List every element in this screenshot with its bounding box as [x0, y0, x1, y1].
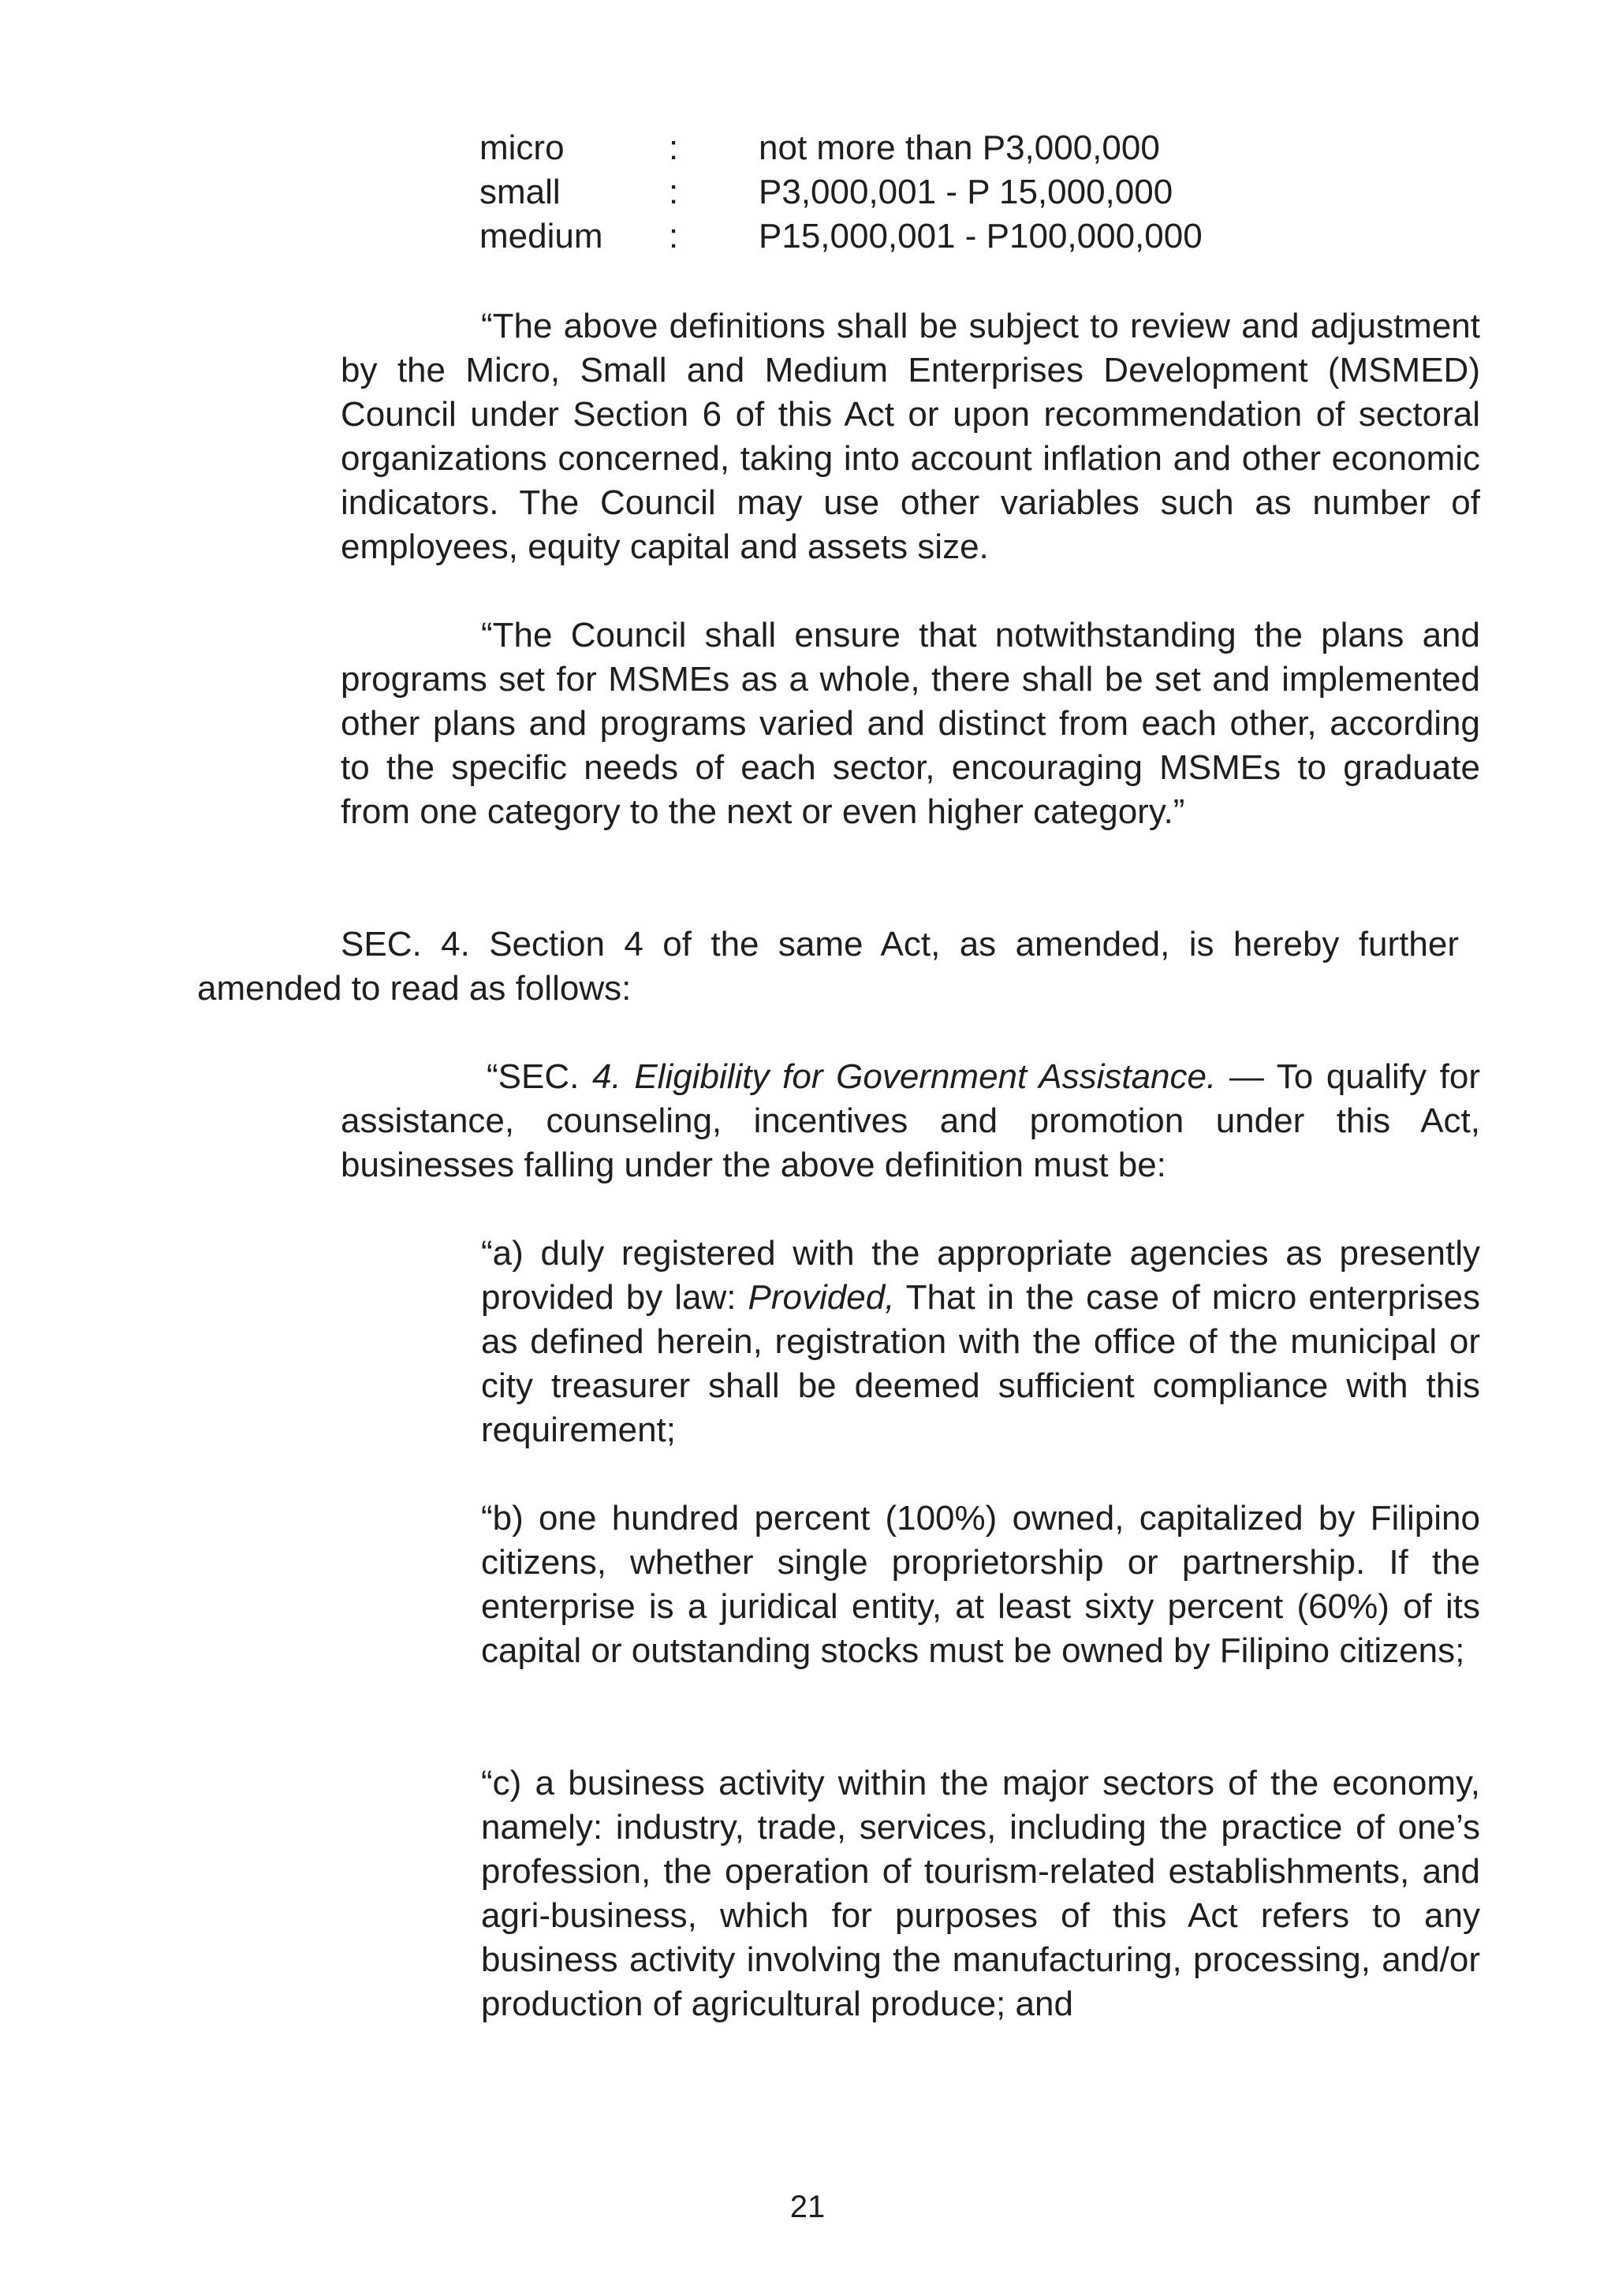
clause-a-rest: That in the case of micro enterprises as defined herein, registration with the office of the municipal or city treasurer shall be deemed sufficient compliance with this requirement;	[481, 1278, 1481, 1449]
size-separator: :	[669, 129, 679, 167]
clause-a	[481, 1232, 1480, 1452]
size-category: medium	[479, 217, 603, 255]
page-number: 21	[789, 2190, 826, 2224]
size-row-small	[479, 170, 1347, 214]
sec4-intro-paragraph: SEC. 4. Section 4 of the same Act, as amended, is hereby further amended to read as follows:	[197, 925, 1459, 1008]
enterprise-size-table	[479, 126, 1347, 259]
size-row-micro	[479, 126, 1347, 170]
clause-a-lead: “a) duly registered with the appropriate agencies as presently provided by law:	[481, 1234, 1480, 1317]
size-separator: :	[669, 217, 679, 255]
size-separator: :	[669, 173, 679, 211]
size-category: micro	[479, 129, 565, 167]
review-paragraph: “The above definitions shall be subject to review and adjustment by the Micro, Small and Medium Enterprises Development (MSMED) Council under Section 6 of this Act or upon recommendation of sectoral organizations concerned, taking into account inflation and other economic indicators. The Council may use other variables such as number of employees, equity capital and assets size.	[341, 307, 1480, 566]
sec4-body: — To qualify for assistance, counseling, incentives and promotion under this Act, businesses falling under the above definition must be:	[341, 1057, 1481, 1184]
size-range: not more than P3,000,000	[759, 129, 1160, 167]
size-category: small	[479, 173, 561, 211]
clause-c: “c) a business activity within the major sectors of the economy, namely: industry, trade, services, including the practice of one’s profession, the operation of tourism-related establishments, and agri-business, which for purposes of this Act refers to any business activity involving the manufacturing, processing, and/or production of agricultural produce; and	[481, 1764, 1480, 2023]
clause-b: “b) one hundred percent (100%) owned, capitalized by Filipino citizens, whether single proprietorship or partnership. If the enterprise is a juridical entity, at least sixty percent (60%) of its capital or outstanding stocks must be owned by Filipino citizens;	[481, 1499, 1480, 1670]
council-paragraph: “The Council shall ensure that notwithstanding the plans and programs set for MSMEs as a whole, there shall be set and implemented other plans and programs varied and distinct from each other, according to the specific needs of each sector, encouraging MSMEs to graduate from one category to the next or even higher category.”	[341, 616, 1480, 831]
size-row-medium	[479, 214, 1347, 259]
sec4-quote-paragraph	[341, 1055, 1480, 1187]
size-range: P3,000,001 - P 15,000,000	[759, 173, 1173, 211]
sec4-title: 4. Eligibility for Government Assistance.	[592, 1057, 1217, 1096]
sec4-lead: “SEC.	[487, 1057, 592, 1096]
clause-a-proviso: Provided,	[748, 1278, 895, 1317]
size-range: P15,000,001 - P100,000,000	[759, 217, 1203, 255]
